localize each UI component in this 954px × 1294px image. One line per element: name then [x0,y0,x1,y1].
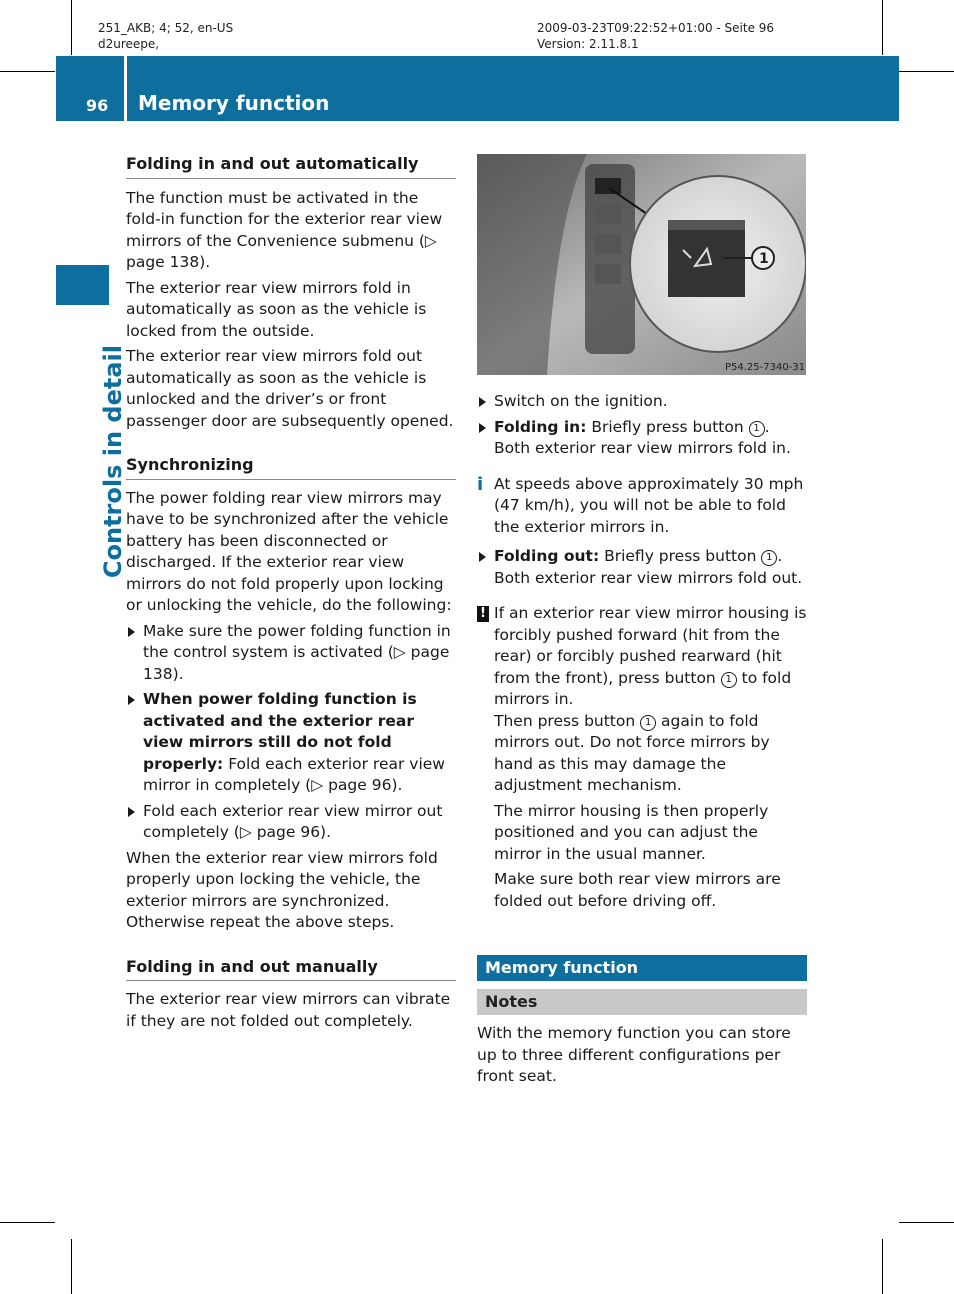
note-text: At speeds above approximately 30 mph (47 km/h), you will not be able to fold the exterior mirrors in. [494,474,804,536]
step-text: Fold each exterior rear view mirror in completely (▷ page 96). [143,754,445,794]
step-text: Switch on the ignition. [494,392,668,410]
note-text: If an exterior rear view mirror housing is forcibly pushed forward (hit from the rear) or forcibly pushed rearward (hit from the front), press button [494,604,807,687]
subsection-bar-notes: Notes [477,989,807,1015]
note-text: to fold mirrors in. [494,668,792,708]
crop-mark [71,1239,72,1294]
step-bold: When power folding function is activated and the exterior rear view mirrors still do not fold properly: [143,690,417,773]
crop-mark [0,1222,55,1223]
info-icon: i [477,473,484,495]
callout-number: 1 [759,251,769,267]
chapter-tab [56,265,109,305]
print-meta-right [537,20,774,52]
step-item [126,689,456,797]
print-meta-left-line1: 251_AKB; 4; 52, en-US [98,21,234,35]
step-item [477,391,807,413]
step-text: Fold each exterior rear view mirror out completely (▷ page 96). [143,801,443,841]
step-item [477,546,807,589]
crop-mark [882,0,883,55]
callout-circle: 1 [761,550,777,566]
step-text: Briefly press button [599,547,762,565]
warning-icon: ! [477,606,489,622]
section-bar-memory: Memory function [477,955,807,981]
note-text: again to fold mirrors out. Do not force mirrors by hand as this may damage the adjustment mechanism. [494,711,770,794]
step-bold: Folding out: [494,547,600,565]
right-column [477,391,807,1092]
paragraph: The power folding rear view mirrors may have to be synchronized after the vehicle battery has been disconnected or discharged. If the exterior rear view mirrors do not fold properly upon locking or unlocking the vehicle, do the following: [126,488,452,614]
paragraph: The exterior rear view mirrors fold out automatically as soon as the vehicle is unlocked and the driver’s or front passenger door are subsequently opened. [126,347,454,430]
chapter-label: Controls in detail [99,345,127,579]
step-item [126,621,456,686]
crop-mark [899,1222,954,1223]
door-panel-illustration [477,154,806,375]
note-text: Then press button [494,711,641,730]
header-divider [124,56,127,121]
step-bold: Folding in: [494,417,587,436]
step-text: Briefly press button [586,417,749,436]
crop-mark [71,0,72,55]
crop-mark [0,71,55,72]
figure-code: P54.25-7340-31 [725,362,806,373]
mirror-button-figure [477,154,806,375]
paragraph: When the exterior rear view mirrors fold properly upon locking the vehicle, the exterior mirrors are synchronized. Otherwise repeat the above steps. [126,848,438,931]
step-text: . [764,417,770,436]
paragraph: The function must be activated in the fold-in function for the exterior rear view mirrors of the Convenience submenu (▷ page 138). [126,188,443,271]
print-meta-right-line1: 2009-03-23T09:22:52+01:00 - Seite 96 [537,21,775,35]
print-meta-left [98,20,233,52]
crop-mark [882,1239,883,1294]
note-text: Make sure both rear view mirrors are folded out before driving off. [494,870,781,910]
warning-note [477,603,807,912]
section-heading-sync: Synchronizing [126,454,456,480]
step-text: . [777,547,783,565]
paragraph: With the memory function you can store up to three different configurations per front seat. [477,1024,791,1085]
info-note [477,474,807,539]
step-text: Both exterior rear view mirrors fold out. [494,568,803,587]
callout-circle: 1 [640,715,656,731]
left-column [126,153,456,1036]
crop-mark [899,71,954,72]
callout-circle: 1 [749,421,765,437]
page-number: 96 [86,96,109,115]
paragraph: The exterior rear view mirrors can vibrate if they are not folded out completely. [126,990,451,1030]
step-text: Both exterior rear view mirrors fold in. [494,439,791,457]
step-item [126,801,456,844]
print-meta-right-line2: Version: 2.11.8.1 [537,37,639,51]
page-title: Memory function [138,91,330,115]
step-text: Make sure the power folding function in the control system is activated (▷ page 138). [143,621,451,683]
note-text: The mirror housing is then properly positioned and you can adjust the mirror in the usual manner. [494,801,769,863]
paragraph: The exterior rear view mirrors fold in automatically as soon as the vehicle is locked from the outside. [126,278,427,340]
section-heading-auto: Folding in and out automatically [126,153,456,179]
callout-circle: 1 [721,672,737,688]
section-heading-manual: Folding in and out manually [126,956,456,982]
print-meta-left-line2: d2ureepe, [98,37,160,51]
step-item [477,417,807,460]
